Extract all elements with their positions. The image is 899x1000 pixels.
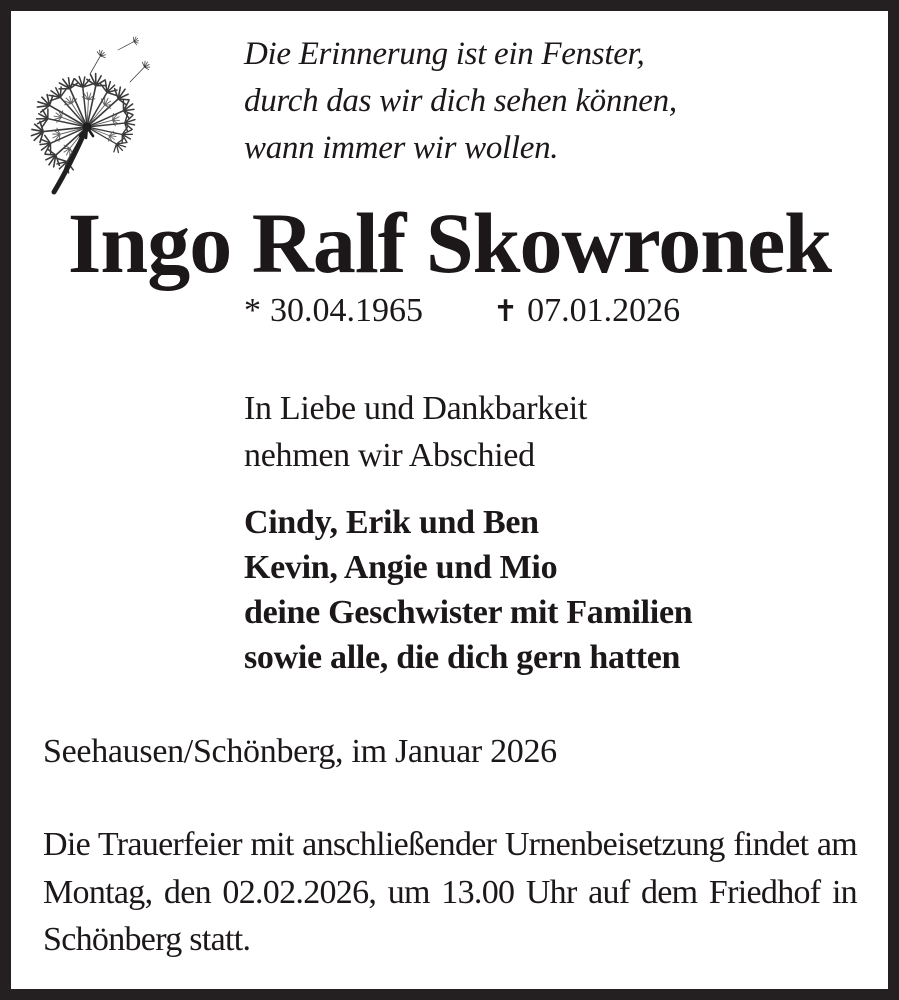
mourners-line: deine Geschwister mit Familien [244,594,693,631]
dandelion-icon [30,22,245,197]
quote-line: Die Erinnerung ist ein Fenster, [244,36,645,72]
mourners-line: Kevin, Angie und Mio [244,549,558,586]
death-cross-symbol: ✝ [493,294,519,329]
farewell-line: nehmen wir Abschied [244,437,535,474]
mourners-line: Cindy, Erik und Ben [244,504,539,541]
deceased-name: Ingo Ralf Skowronek [67,195,832,291]
death-date-value: 07.01.2026 [527,292,681,329]
quote-line: durch das wir dich sehen können, [244,83,677,119]
mourners-line: sowie alle, die dich gern hatten [244,639,681,676]
life-dates [244,291,680,332]
born-star-symbol: * [244,292,261,329]
memorial-quote [244,31,677,172]
funeral-info-paragraph: Die Trauerfeier mit anschließender Urnenbeisetzung findet am Montag, den 02.02.2026, um 13.00 Uhr auf dem Friedhof in Schönberg statt. [43,826,857,958]
place-date-line: Seehausen/Schönberg, im Januar 2026 [43,733,557,770]
farewell-text [244,385,587,479]
farewell-line: In Liebe und Dankbarkeit [244,390,588,427]
death-date [493,291,680,332]
mourners-list [244,500,692,680]
birth-date-value: 30.04.1965 [270,292,423,329]
quote-line: wann immer wir wollen. [244,130,559,166]
birth-date [244,291,423,332]
